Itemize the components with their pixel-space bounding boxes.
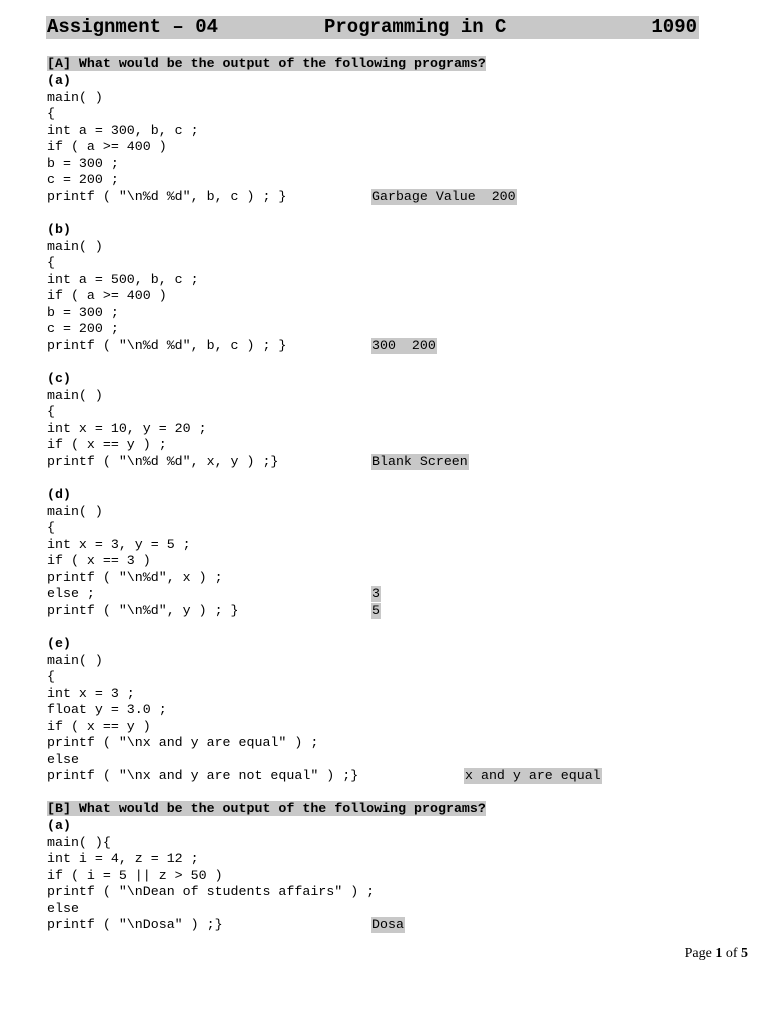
code-line: if ( a >= 400 ) (47, 139, 167, 154)
code-line: printf ( "\n%d %d", b, c ) ; } (47, 338, 287, 353)
code-line: b = 300 ; (47, 156, 119, 171)
code-line: if ( a >= 400 ) (47, 288, 167, 303)
question-label: (e) (47, 636, 71, 651)
code-line: else (47, 752, 79, 767)
code-line: if ( i = 5 || z > 50 ) (47, 868, 223, 883)
page-number (685, 946, 748, 962)
code-line: else ; (47, 586, 95, 601)
of-word: of (725, 946, 738, 961)
answer-highlight: 5 (372, 603, 380, 618)
document-title-bar (46, 16, 699, 39)
page-word: Page (684, 946, 712, 961)
code-line: { (47, 520, 55, 535)
code-line: main( ) (47, 504, 103, 519)
section-a-heading (47, 56, 486, 72)
section-b-heading-text: [B] What would be the output of the following programs? (47, 801, 486, 816)
code-line: if ( x == y ) ; (47, 437, 167, 452)
assignment-title: Assignment – 04 (47, 16, 219, 38)
course-code: 1090 (651, 16, 697, 38)
code-line: printf ( "\nx and y are equal" ) ; (47, 735, 319, 750)
code-line: float y = 3.0 ; (47, 702, 167, 717)
code-line: printf ( "\nDean of students affairs" ) ; (47, 884, 375, 899)
code-line: { (47, 106, 55, 121)
code-line: int x = 10, y = 20 ; (47, 421, 207, 436)
code-line: int i = 4, z = 12 ; (47, 851, 199, 866)
question-label: (d) (47, 487, 71, 502)
code-line: printf ( "\nx and y are not equal" ) ;} (47, 768, 359, 783)
question-label: (a) (47, 73, 71, 88)
code-line: int x = 3, y = 5 ; (47, 537, 191, 552)
answer-highlight: 3 (372, 586, 380, 601)
code-line: else (47, 901, 79, 916)
code-line: int x = 3 ; (47, 686, 135, 701)
answer-highlight: Blank Screen (372, 454, 468, 469)
question-label: (a) (47, 818, 71, 833)
code-line: main( ){ (47, 835, 111, 850)
total-pages: 5 (741, 946, 748, 961)
section-b-heading (47, 801, 486, 817)
code-line: { (47, 669, 55, 684)
code-line: c = 200 ; (47, 321, 119, 336)
question-label: (c) (47, 371, 71, 386)
code-line: main( ) (47, 90, 103, 105)
code-line: printf ( "\n%d", y ) ; } (47, 603, 239, 618)
code-line: printf ( "\n%d %d", b, c ) ; } (47, 189, 287, 204)
code-line: { (47, 404, 55, 419)
answer-highlight: Dosa (372, 917, 404, 932)
code-line: printf ( "\n%d %d", x, y ) ;} (47, 454, 279, 469)
section-a-heading-text: [A] What would be the output of the following programs? (47, 56, 486, 71)
code-line: { (47, 255, 55, 270)
question-label: (b) (47, 222, 71, 237)
code-line: printf ( "\nDosa" ) ;} (47, 917, 223, 932)
code-line: printf ( "\n%d", x ) ; (47, 570, 223, 585)
code-line: int a = 500, b, c ; (47, 272, 199, 287)
answer-highlight: x and y are equal (465, 768, 601, 783)
code-line: if ( x == y ) (47, 719, 151, 734)
answer-highlight: 300 200 (372, 338, 436, 353)
code-line: b = 300 ; (47, 305, 119, 320)
current-page: 1 (715, 946, 723, 961)
answer-highlight: Garbage Value 200 (372, 189, 516, 204)
code-line: c = 200 ; (47, 172, 119, 187)
code-line: main( ) (47, 388, 103, 403)
code-line: main( ) (47, 653, 103, 668)
code-line: main( ) (47, 239, 103, 254)
code-line: if ( x == 3 ) (47, 553, 151, 568)
code-line: int a = 300, b, c ; (47, 123, 199, 138)
course-title: Programming in C (324, 16, 507, 38)
